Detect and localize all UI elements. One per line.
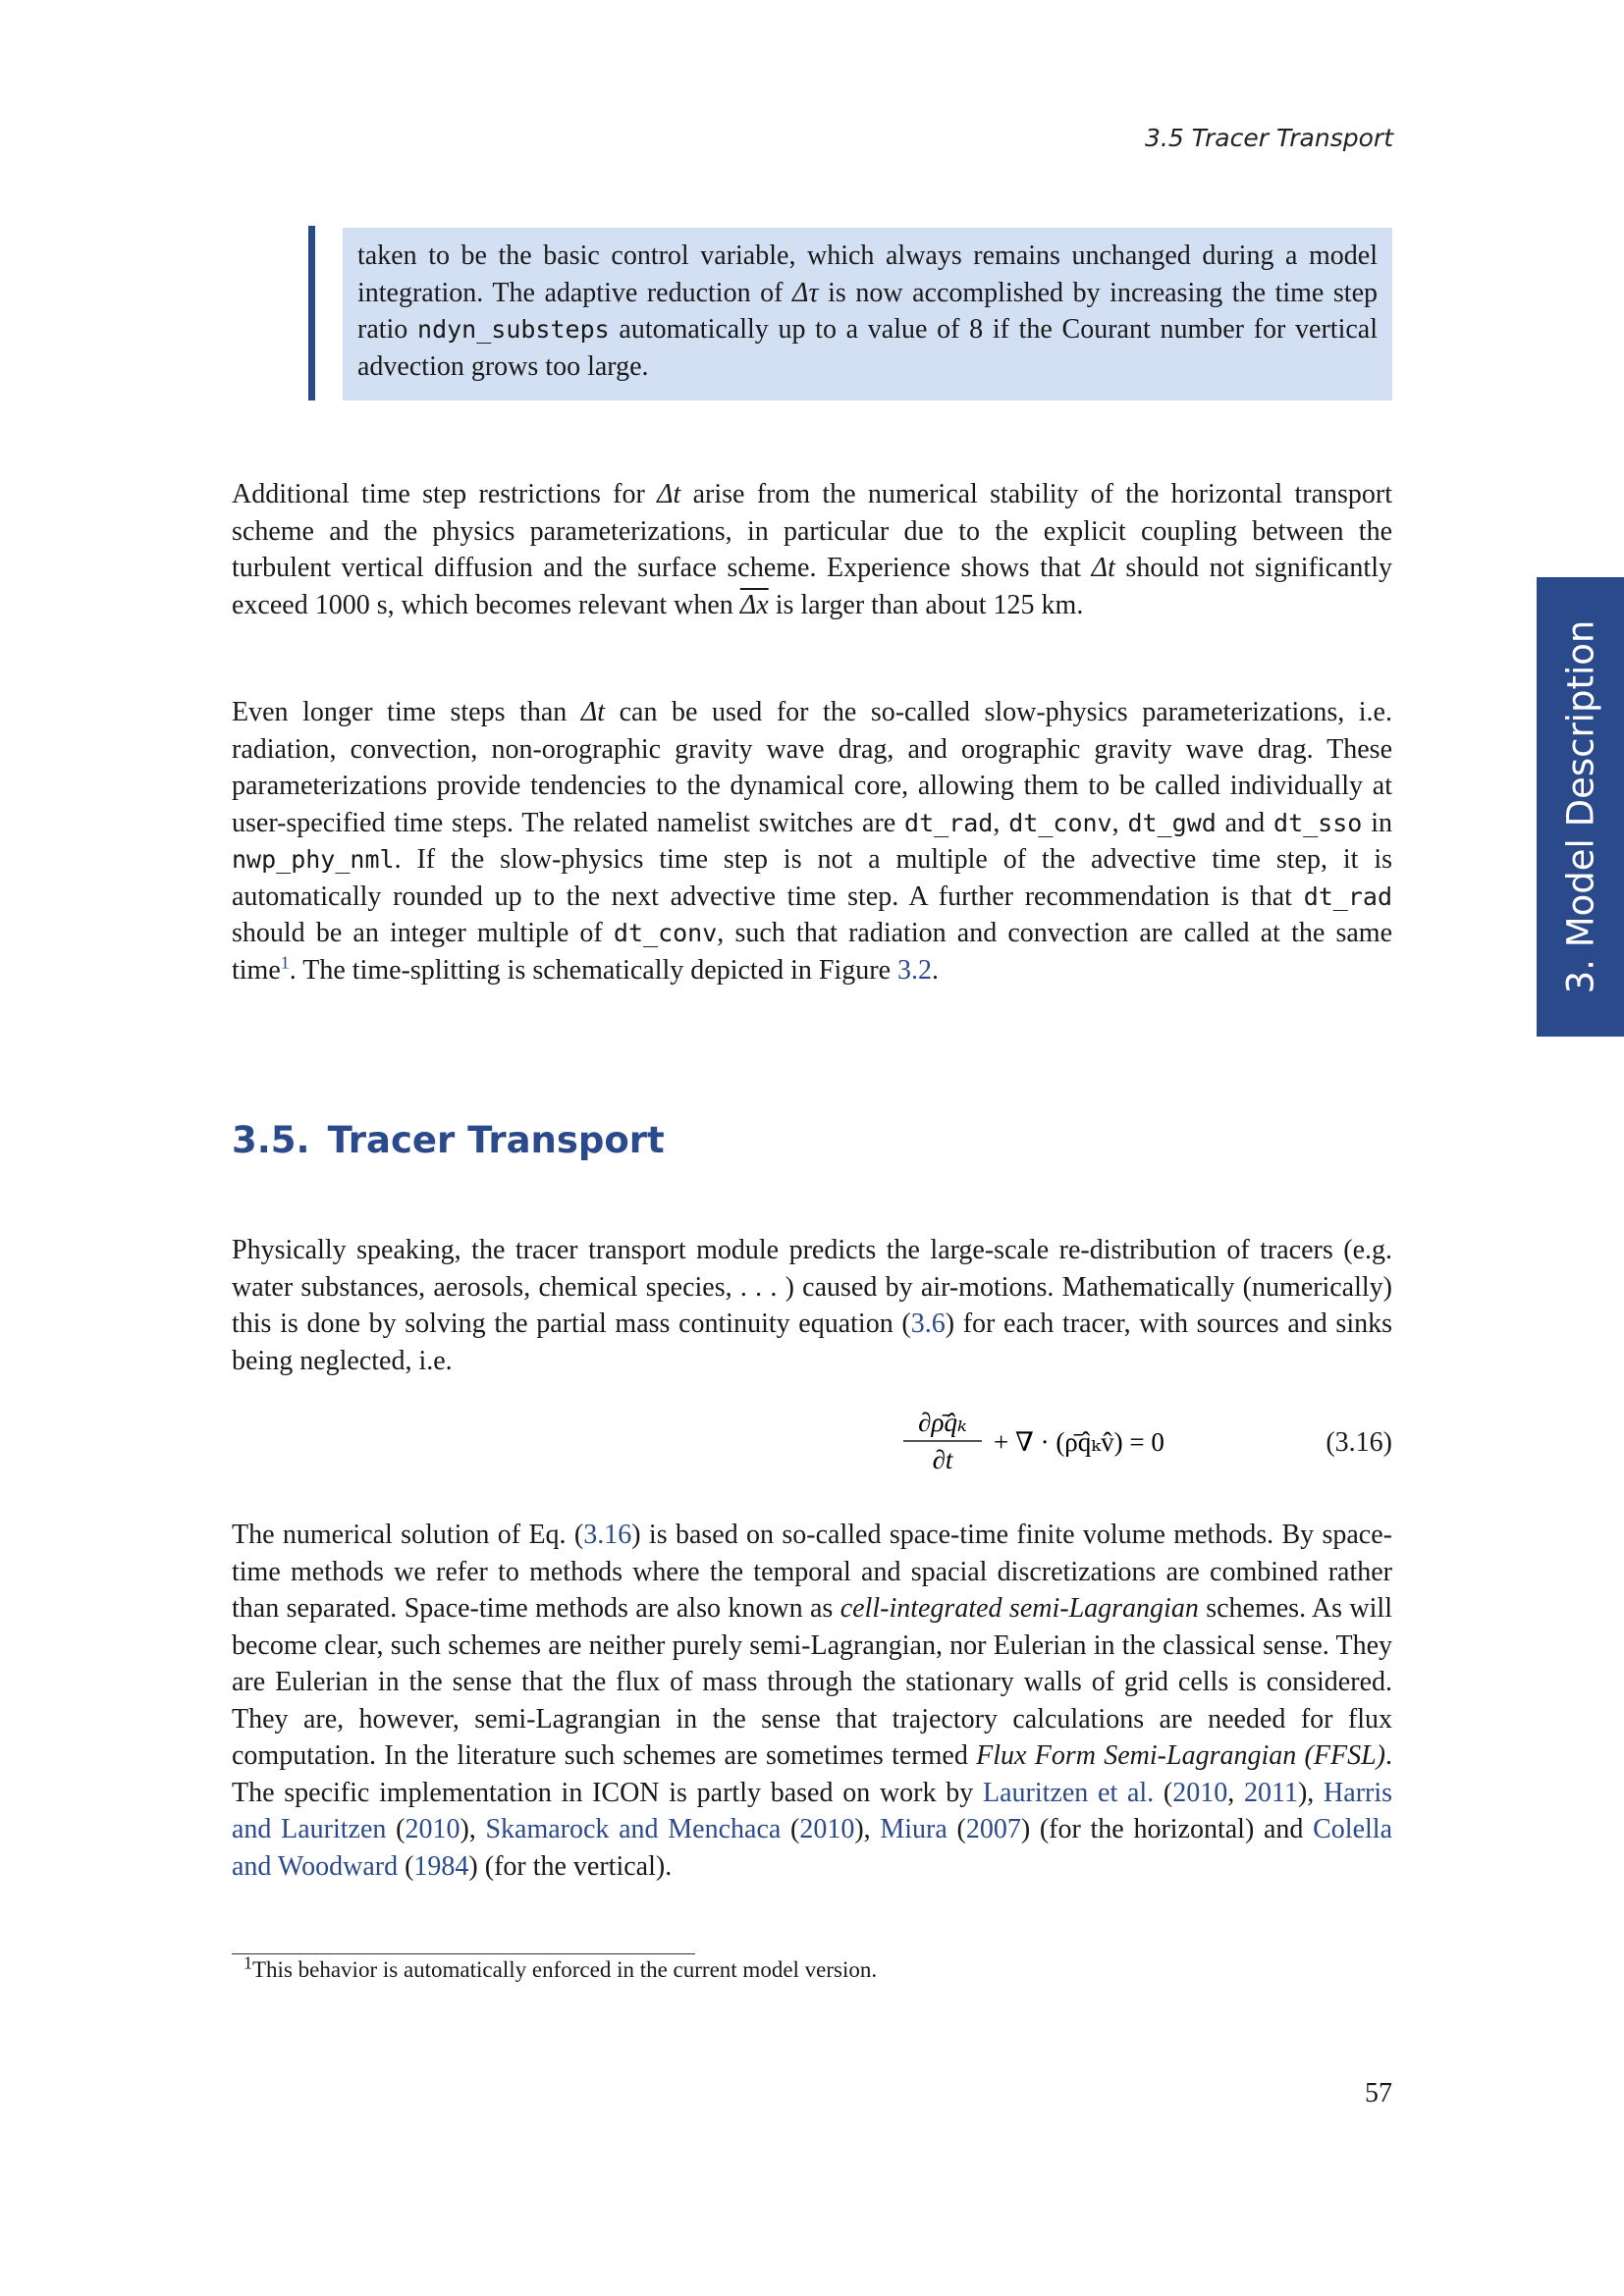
p4-text-11: ), bbox=[854, 1814, 881, 1844]
p2-code-dt-rad: dt_rad bbox=[904, 808, 994, 837]
running-header: 3.5 Tracer Transport bbox=[1144, 124, 1393, 152]
p2-text-5: , such that radiation and convection are called at the same time bbox=[232, 918, 1392, 986]
p2-code-dt-conv-2: dt_conv bbox=[613, 919, 718, 947]
p2-sep-1: , bbox=[993, 807, 1009, 838]
p3-text-2: ) for each tracer, with sources and sinks being neglected, i.e. bbox=[232, 1308, 1392, 1376]
equation-denominator: ∂t bbox=[932, 1445, 953, 1474]
p4-text-6: , bbox=[1227, 1777, 1244, 1808]
p4-text-10: ( bbox=[781, 1814, 800, 1844]
p4-text-1: The numerical solution of Eq. ( bbox=[232, 1520, 584, 1550]
p2-text-2: can be used for the so-called slow-physics parameterizations, i.e. radiation, convection, non-orographic gravity wave drag, and orographic gravity wave drag. These parameterizations provide tendencies to the dynamical core, allowing them to be called individually at user-specified time steps. The related namelist switches are bbox=[232, 697, 1392, 838]
p2-dt: Δt bbox=[580, 697, 606, 727]
ref-skamarock-year-link[interactable]: 2010 bbox=[799, 1814, 855, 1844]
p4-text-5: ( bbox=[1154, 1777, 1173, 1808]
p4-italic-ffsl: Flux Form Semi-Lagrangian (FFSL) bbox=[976, 1740, 1385, 1771]
page-number: 57 bbox=[1365, 2078, 1392, 2109]
p2-text-6: . The time-splitting is schematically depicted in Figure bbox=[289, 954, 898, 986]
p4-text-4: . The specific implementation in ICON is partly based on work by bbox=[232, 1740, 1392, 1808]
p2-code-dt-sso: dt_sso bbox=[1273, 808, 1363, 837]
ref-lauritzen-2011-link[interactable]: 2011 bbox=[1244, 1777, 1298, 1808]
p4-text-12: ( bbox=[947, 1814, 966, 1844]
p4-text-14: ( bbox=[398, 1850, 414, 1882]
equation-3-16 bbox=[232, 1406, 1392, 1474]
p2-sep-2: , bbox=[1111, 807, 1128, 838]
p2-code-nwp-phy-nml: nwp_phy_nml bbox=[232, 845, 395, 874]
p2-text-7: . bbox=[932, 954, 940, 986]
paragraph-tracer-intro bbox=[232, 1232, 1392, 1379]
equation-rhs: + ∇ · (ρ̄q̂ₖv̂) = 0 bbox=[994, 1427, 1164, 1457]
ref-miura-year-link[interactable]: 2007 bbox=[965, 1814, 1021, 1844]
equation-number: (3.16) bbox=[1326, 1427, 1392, 1458]
p2-text-4: should be an integer multiple of bbox=[232, 918, 614, 948]
note-text-3: automatically up to a value of 8 if the Courant number for vertical advection grows too large. bbox=[357, 314, 1378, 382]
p1-dt-1: Δt bbox=[657, 479, 681, 509]
footnote-mark-link[interactable]: 1 bbox=[280, 952, 290, 973]
ref-harris-year-link[interactable]: 2010 bbox=[405, 1814, 460, 1844]
p2-text-1: Even longer time steps than bbox=[232, 697, 581, 727]
note-text-1: taken to be the basic control variable, which always remains unchanged during a model integration. The adaptive reduction of bbox=[357, 240, 1378, 308]
ref-colella-year-link[interactable]: 1984 bbox=[413, 1850, 469, 1882]
p1-dt-2: Δt bbox=[1091, 553, 1115, 583]
paragraph-slow-physics bbox=[232, 694, 1392, 988]
ref-harris-link[interactable]: Harris and Lauritzen bbox=[232, 1777, 1393, 1844]
p4-italic-cisl: cell-integrated semi-Lagrangian bbox=[839, 1593, 1199, 1624]
p2-text-3: . If the slow-physics time step is not a multiple of the advective time step, it is automatically rounded up to the next advective time step. A further recommendation is that bbox=[232, 844, 1392, 912]
p2-code-dt-rad-2: dt_rad bbox=[1303, 881, 1392, 911]
footnote-rule bbox=[232, 1953, 695, 1954]
p1-dx-bar: $\overline{\Delta x}$ bbox=[739, 589, 769, 620]
p4-text-8: ( bbox=[386, 1814, 406, 1844]
p2-code-dt-gwd: dt_gwd bbox=[1127, 808, 1217, 837]
chapter-side-tab bbox=[1537, 577, 1624, 1037]
figure-3-2-link[interactable]: 3.2 bbox=[897, 954, 933, 986]
p3-text-1: Physically speaking, the tracer transport module predicts the large-scale re-distribution of tracers (e.g. water substances, aerosols, chemical species, . . . ) caused by air-motions. Mathematically (numerically) this is done by solving the partial mass continuity equation ( bbox=[232, 1235, 1392, 1339]
p1-text-3: should not significantly exceed 1000 s, which becomes relevant when bbox=[232, 553, 1392, 620]
p4-text-7: ), bbox=[1297, 1777, 1325, 1808]
note-accent-bar bbox=[308, 226, 315, 400]
p1-text-2: arise from the numerical stability of the horizontal transport scheme and the physics parameterizations, in particular due to the explicit coupling between the turbulent vertical diffusion and the surface scheme. Experience shows that bbox=[232, 479, 1392, 583]
eq-3-16-link[interactable]: 3.16 bbox=[583, 1520, 632, 1550]
equation-numerator: ∂ρ̄q̂ₖ bbox=[918, 1408, 967, 1437]
section-heading bbox=[232, 1119, 665, 1161]
footnote bbox=[244, 1952, 878, 1983]
p4-text-9: ), bbox=[460, 1814, 486, 1844]
p4-text-3: schemes. As will become clear, such schemes are neither purely semi-Lagrangian, nor Eulerian in the classical sense. They are Eulerian in the sense that the flux of mass through the stationary walls of grid cells is considered. They are, however, semi-Lagrangian in the sense that trajectory calculations are needed for flux computation. In the literature such schemes are sometimes termed bbox=[232, 1593, 1392, 1771]
p1-text-4: is larger than about 125 km. bbox=[768, 589, 1084, 620]
section-number: 3.5. bbox=[232, 1119, 310, 1161]
p1-text-1: Additional time step restrictions for bbox=[232, 479, 658, 509]
p4-text-2: ) is based on so-called space-time finite volume methods. By space-time methods we refer to methods where the temporal and spacial discretizations are combined rather than separated. Space-time methods are also known as bbox=[232, 1520, 1392, 1624]
eq-3-6-link[interactable]: 3.6 bbox=[910, 1308, 946, 1339]
section-title: Tracer Transport bbox=[327, 1119, 665, 1161]
p4-text-13: ) (for the horizontal) and bbox=[1020, 1814, 1314, 1844]
equation-graphic bbox=[899, 1406, 1214, 1474]
paragraph-numerical-solution bbox=[232, 1517, 1392, 1885]
p4-text-15: ) (for the vertical). bbox=[468, 1850, 673, 1882]
paragraph-time-step-restrictions bbox=[232, 476, 1392, 623]
footnote-text: This behavior is automatically enforced in the current model version. bbox=[252, 1957, 878, 1982]
ref-lauritzen-2010-link[interactable]: 2010 bbox=[1172, 1777, 1228, 1808]
p2-code-dt-conv: dt_conv bbox=[1008, 808, 1112, 837]
ref-colella-link[interactable]: Colella and Woodward bbox=[232, 1814, 1392, 1882]
note-text-2: is now accomplished by increasing the time step ratio bbox=[357, 277, 1378, 345]
ref-lauritzen-link[interactable]: Lauritzen et al. bbox=[983, 1777, 1155, 1808]
p2-sep-3: and bbox=[1216, 807, 1274, 838]
ref-miura-link[interactable]: Miura bbox=[880, 1814, 947, 1844]
note-code-ndyn-substeps: ndyn_substeps bbox=[417, 315, 610, 344]
chapter-side-tab-label: 3. Model Description bbox=[1559, 619, 1601, 994]
note-symbol-dtau: Δτ bbox=[792, 277, 819, 308]
note-box bbox=[343, 228, 1392, 400]
footnote-number: 1 bbox=[244, 1952, 252, 1973]
p2-sep-4: in bbox=[1362, 807, 1392, 838]
ref-skamarock-link[interactable]: Skamarock and Menchaca bbox=[485, 1814, 782, 1844]
